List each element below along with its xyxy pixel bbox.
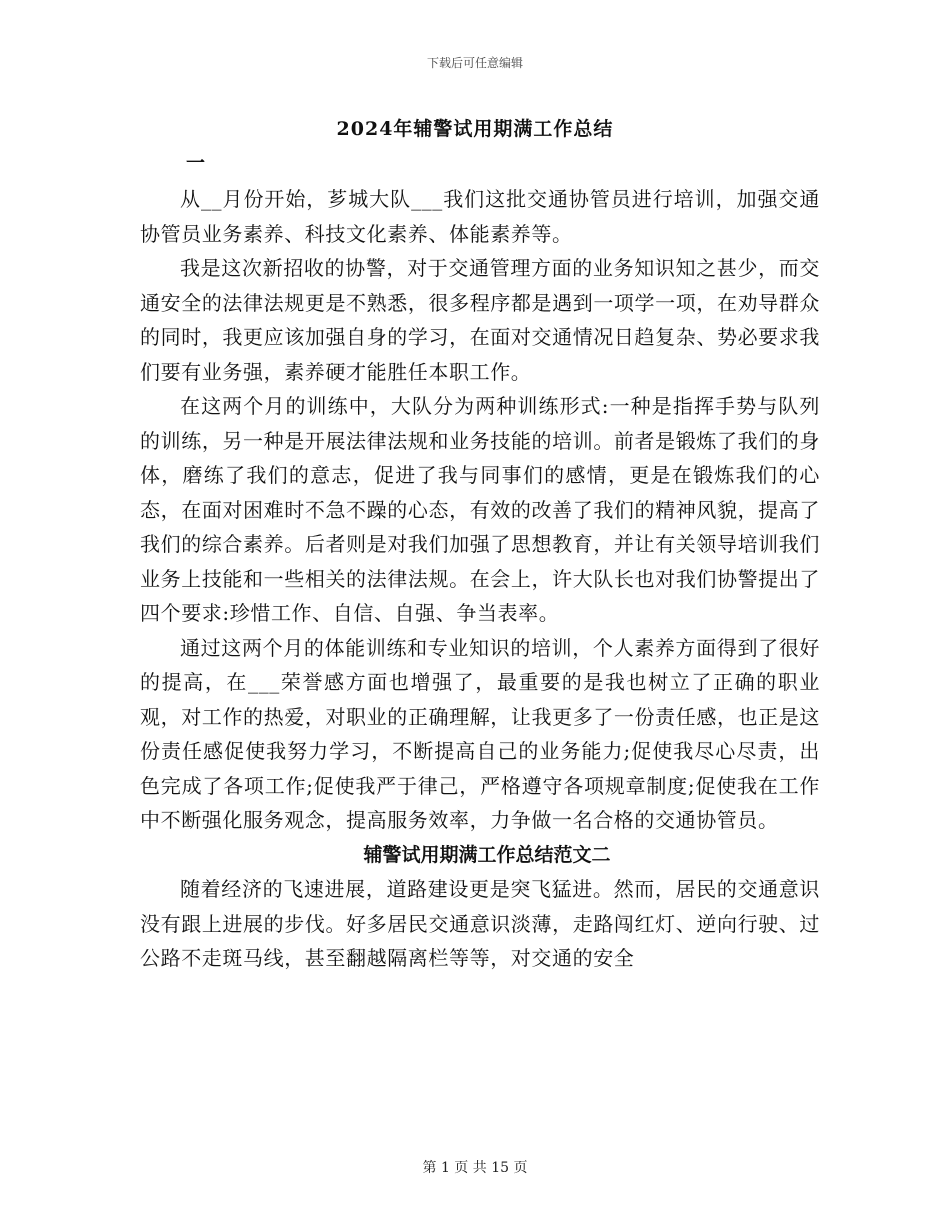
paragraph: 通过这两个月的体能训练和专业知识的培训，个人素养方面得到了很好的提高，在___荣誉感方面也增强了，最重要的是我也树立了正确的职业观，对工作的热爱，对职业的正确理解，让我更多了一份责任感，也正是这份责任感促使我努力学习，不断提高自己的业务能力;促使我尽心尽责，出色完成了各项工作;促使我严于律己，严格遵守各项规章制度;促使我在工作中不断强化服务观念，提高服务效率，力争做一名合格的交通协管员。 bbox=[140, 635, 820, 832]
paragraph: 从__月份开始，芗城大队___我们这批交通协管员进行培训，加强交通协管员业务素养、科技文化素养、体能素养等。 bbox=[140, 187, 820, 246]
paragraph: 我是这次新招收的协警，对于交通管理方面的业务知识知之甚少，而交通安全的法律法规更是不熟悉，很多程序都是遇到一项学一项，在劝导群众的同时，我更应该加强自身的学习，在面对交通情况日趋复杂、势必要求我们要有业务强，素养硬才能胜任本职工作。 bbox=[140, 256, 820, 384]
paragraph: 在这两个月的训练中，大队分为两种训练形式:一种是指挥手势与队列的训练，另一种是开展法律法规和业务技能的培训。前者是锻炼了我们的身体，磨练了我们的意志，促进了我与同事们的感情，更是在锻炼我们的心态，在面对困难时不急不躁的心态，有效的改善了我们的精神风貌，提高了我们的综合素养。后者则是对我们加强了思想教育，并让有关领导培训我们业务上技能和一些相关的法律法规。在会上，许大队长也对我们协警提出了四个要求:珍惜工作、自信、自强、争当表率。 bbox=[140, 394, 820, 625]
document-body bbox=[140, 182, 820, 976]
paragraph: 随着经济的飞速进展，道路建设更是突飞猛进。然而，居民的交通意识没有跟上进展的步伐。好多居民交通意识淡薄，走路闯红灯、逆向行驶、过公路不走斑马线，甚至翻越隔离栏等等，对交通的安全 bbox=[140, 877, 820, 970]
section-two-title: 辅警试用期满工作总结范文二 bbox=[363, 843, 611, 866]
page-footer-indicator: 第 1 页 共 15 页 bbox=[422, 1160, 528, 1176]
page-header-note: 下载后可任意编辑 bbox=[426, 56, 523, 70]
document-title: 2024年辅警试用期满工作总结 bbox=[336, 118, 614, 140]
section-one-label: 一 bbox=[186, 152, 206, 174]
